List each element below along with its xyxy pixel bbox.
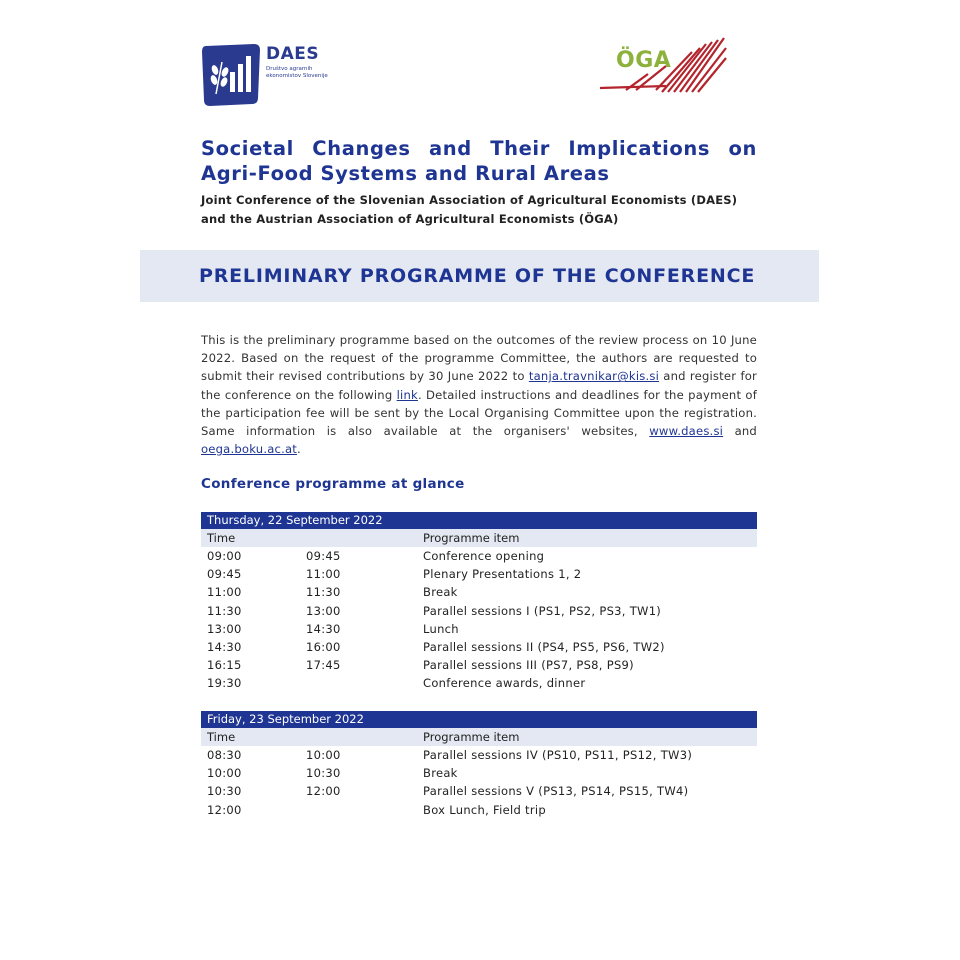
table-row	[201, 620, 757, 638]
programme-item: Break	[423, 766, 458, 781]
programme-item: Parallel sessions V (PS13, PS14, PS15, TW4)	[423, 784, 689, 799]
table-row	[201, 674, 757, 692]
programme-banner	[140, 250, 819, 302]
day-table-thursday	[201, 512, 757, 693]
column-header-row	[201, 728, 757, 746]
start-time: 10:30	[207, 784, 242, 799]
table-row	[201, 602, 757, 620]
start-time: 11:30	[207, 603, 242, 618]
start-time: 12:00	[207, 802, 242, 817]
title-block	[201, 136, 757, 229]
end-time: 13:00	[306, 603, 341, 618]
daes-logo	[200, 42, 350, 108]
document-title: Societal Changes and Their Implications on Agri-Food Systems and Rural Areas	[201, 137, 757, 185]
daes-logo-icon	[200, 42, 262, 108]
start-time: 16:15	[207, 658, 242, 673]
table-row	[201, 782, 757, 800]
programme-item: Lunch	[423, 621, 459, 636]
column-programme-item: Programme item	[423, 531, 520, 545]
glance-heading: Conference programme at glance	[201, 476, 465, 492]
end-time: 12:00	[306, 784, 341, 799]
table-row	[201, 638, 757, 656]
end-time: 10:30	[306, 766, 341, 781]
document-subtitle: Joint Conference of the Slovenian Association of Agricultural Economists (DAES) and the Austrian Association of Agricultural Economists (ÖGA)	[201, 193, 738, 226]
start-time: 09:45	[207, 567, 242, 582]
end-time: 16:00	[306, 639, 341, 654]
day-header: Thursday, 22 September 2022	[201, 512, 757, 529]
programme-item: Parallel sessions II (PS4, PS5, PS6, TW2)	[423, 639, 665, 654]
start-time: 10:00	[207, 766, 242, 781]
column-time: Time	[207, 730, 236, 744]
intro-text-2: and register for the conference on the following	[201, 369, 757, 402]
oega-wordmark: ÖGA	[616, 48, 672, 73]
registration-link[interactable]: link	[396, 387, 418, 402]
end-time: 11:30	[306, 585, 341, 600]
table-row	[201, 764, 757, 782]
banner-title: PRELIMINARY PROGRAMME OF THE CONFERENCE	[199, 265, 756, 287]
table-row	[201, 656, 757, 674]
daes-full-name-line-2: ekonomistov Slovenije	[266, 73, 328, 79]
daes-abbreviation: DAES	[266, 44, 320, 64]
column-time: Time	[207, 531, 236, 545]
programme-item: Conference opening	[423, 549, 545, 563]
end-time: 10:00	[306, 748, 341, 762]
intro-text-1: This is the preliminary programme based on the outcomes of the review process on 10 June 2022. Based on the request of the programme Committee, the authors are requested to submit their revised contributions by 30 June 2022 to	[201, 333, 757, 384]
table-row	[201, 801, 757, 819]
start-time: 14:30	[207, 639, 242, 654]
end-time: 17:45	[306, 658, 341, 673]
programme-item: Box Lunch, Field trip	[423, 802, 546, 817]
start-time: 08:30	[207, 748, 242, 762]
intro-paragraph	[201, 331, 757, 458]
start-time: 19:30	[207, 676, 242, 691]
table-row	[201, 746, 757, 764]
end-time: 09:45	[306, 549, 341, 563]
table-row	[201, 583, 757, 601]
start-time: 13:00	[207, 621, 242, 636]
programme-item: Parallel sessions IV (PS10, PS11, PS12, TW3)	[423, 748, 693, 762]
email-link[interactable]: tanja.travnikar@kis.si	[528, 369, 660, 384]
programme-item: Break	[423, 585, 458, 600]
daes-website-link[interactable]: www.daes.si	[649, 424, 724, 439]
oega-logo	[596, 36, 728, 98]
column-programme-item: Programme item	[423, 730, 520, 744]
table-row	[201, 547, 757, 565]
programme-item: Parallel sessions III (PS7, PS8, PS9)	[423, 658, 634, 673]
intro-text-3: . Detailed instructions and deadlines for the payment of the participation fee will be sent by the Local Organising Committee upon the registration. Same information is also available at the organisers' websites,	[201, 387, 757, 439]
column-header-row	[201, 529, 757, 547]
start-time: 09:00	[207, 549, 242, 563]
programme-item: Plenary Presentations 1, 2	[423, 567, 582, 582]
intro-text-5: .	[297, 442, 301, 457]
start-time: 11:00	[207, 585, 242, 600]
day-header: Friday, 23 September 2022	[201, 711, 757, 728]
oega-website-link[interactable]: oega.boku.ac.at	[201, 442, 298, 457]
intro-text-4: and	[723, 424, 757, 439]
daes-full-name-line-1: Društvo agrarnih	[266, 66, 313, 72]
end-time: 14:30	[306, 621, 341, 636]
day-table-friday	[201, 711, 757, 819]
programme-item: Conference awards, dinner	[423, 676, 586, 691]
programme-item: Parallel sessions I (PS1, PS2, PS3, TW1)	[423, 603, 662, 618]
end-time: 11:00	[306, 567, 341, 582]
table-row	[201, 565, 757, 583]
